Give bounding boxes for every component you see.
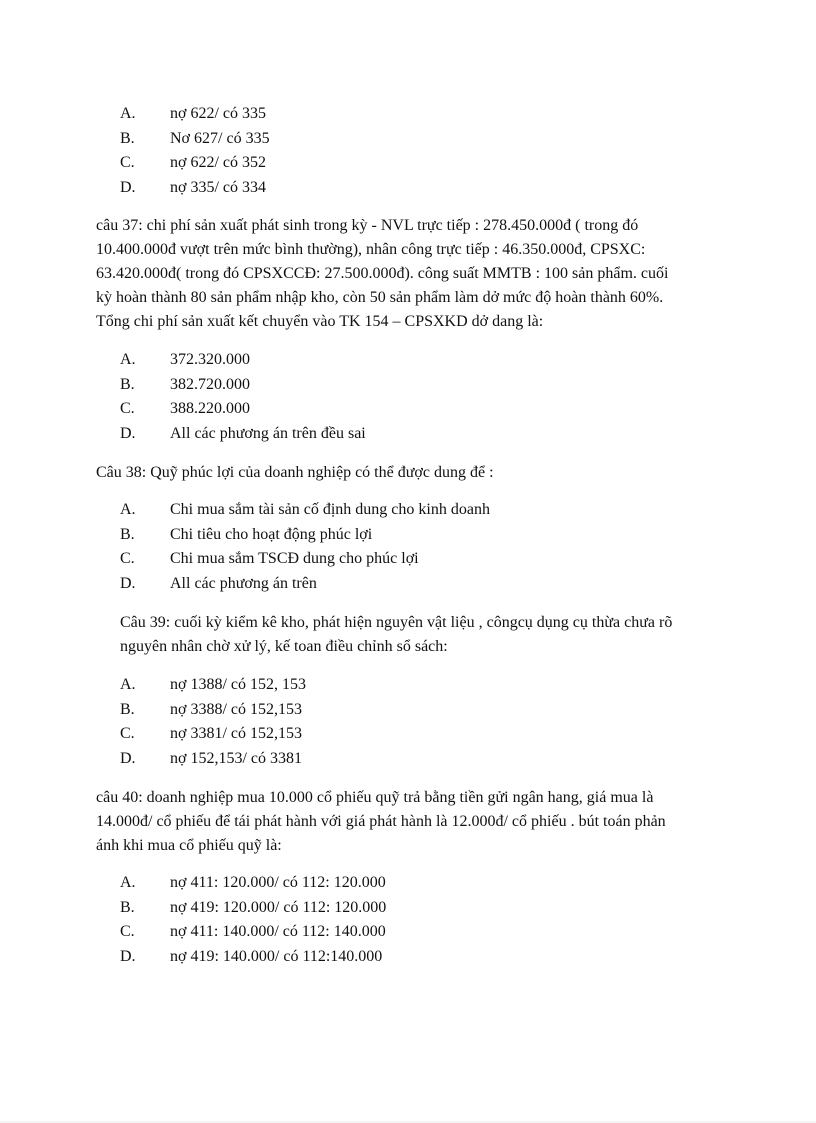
question-line: Câu 39: cuối kỳ kiểm kê kho, phát hiện nguyên vật liệu , côngcụ dụng cụ thừa chưa rõ <box>120 614 673 631</box>
q39-option-b <box>120 698 720 723</box>
q39-option-d <box>120 747 720 772</box>
q40-option-b <box>120 896 720 921</box>
question-line: Tổng chi phí sản xuất kết chuyển vào TK 154 – CPSXKD dở dang là: <box>96 313 544 330</box>
question-line: 14.000đ/ cổ phiếu để tái phát hành với giá phát hành là 12.000đ/ cổ phiếu . bút toán phản <box>96 813 666 830</box>
q38-option-b <box>120 523 720 548</box>
q40-option-d <box>120 945 720 970</box>
option-text: All các phương án trên đều sai <box>170 424 366 442</box>
option-letter: D. <box>120 947 136 965</box>
option-text: nợ 152,153/ có 3381 <box>170 749 303 767</box>
q38-option-d <box>120 572 720 597</box>
question-line: Câu 38: Quỹ phúc lợi của doanh nghiệp có thể được dung để : <box>96 464 494 481</box>
q37-option-b <box>120 373 720 398</box>
q39-option-c <box>120 722 720 747</box>
question-39 <box>120 611 740 659</box>
option-text: 382.720.000 <box>170 375 250 393</box>
option-letter: A. <box>120 676 136 693</box>
q36-option-c <box>120 151 720 176</box>
q39-option-a <box>120 673 720 698</box>
option-letter: C. <box>120 154 135 171</box>
option-letter: C. <box>120 550 135 567</box>
q40-option-c <box>120 920 720 945</box>
option-letter: B. <box>120 525 135 543</box>
q37-option-a <box>120 348 720 373</box>
option-text: nợ 335/ có 334 <box>170 178 267 196</box>
q38-options <box>120 498 720 596</box>
option-text: nợ 622/ có 335 <box>170 105 267 122</box>
question-line: kỳ hoàn thành 80 sản phẩm nhập kho, còn 50 sản phẩm làm dở mức độ hoàn thành 60%. <box>96 289 664 306</box>
option-letter: D. <box>120 574 136 592</box>
q37-option-c <box>120 397 720 422</box>
option-letter: C. <box>120 923 135 940</box>
option-text: Chi tiêu cho hoạt động phúc lợi <box>170 525 373 543</box>
option-letter: B. <box>120 129 135 147</box>
option-letter: D. <box>120 424 136 442</box>
option-letter: C. <box>120 725 135 742</box>
option-letter: A. <box>120 105 136 122</box>
option-letter: A. <box>120 874 136 891</box>
option-text: 372.320.000 <box>170 351 250 368</box>
question-line: câu 40: doanh nghiệp mua 10.000 cổ phiếu quỹ trả bằng tiền gửi ngân hang, giá mua là <box>96 789 654 806</box>
q36-option-b <box>120 127 720 152</box>
q37-options <box>120 348 720 446</box>
option-letter: A. <box>120 351 136 368</box>
option-letter: C. <box>120 400 135 417</box>
option-letter: B. <box>120 898 135 916</box>
option-text: nợ 411: 120.000/ có 112: 120.000 <box>170 874 386 891</box>
option-text: nợ 1388/ có 152, 153 <box>170 676 307 693</box>
option-letter: D. <box>120 749 136 767</box>
question-37 <box>96 214 736 334</box>
q36-option-d <box>120 176 720 201</box>
q39-options <box>120 673 720 771</box>
option-text: 388.220.000 <box>170 400 250 417</box>
option-text: nợ 3381/ có 152,153 <box>170 725 303 742</box>
option-text: Chi mua sắm tài sản cố định dung cho kinh doanh <box>170 501 490 518</box>
q40-options <box>120 871 720 969</box>
q37-option-d <box>120 422 720 447</box>
q36-option-a <box>120 102 720 127</box>
option-text: nợ 419: 140.000/ có 112:140.000 <box>170 947 383 965</box>
option-letter: A. <box>120 501 136 518</box>
question-line: 10.400.000đ vượt trên mức bình thường), nhân công trực tiếp : 46.350.000đ, CPSXC: <box>96 241 646 258</box>
option-text: nợ 411: 140.000/ có 112: 140.000 <box>170 923 386 940</box>
option-letter: B. <box>120 700 135 718</box>
option-text: All các phương án trên <box>170 574 317 592</box>
q36-options <box>120 102 720 200</box>
question-line: 63.420.000đ( trong đó CPSXCCĐ: 27.500.000đ). công suất MMTB : 100 sản phẩm. cuối <box>96 265 669 282</box>
question-40 <box>96 786 736 858</box>
question-line: ánh khi mua cổ phiếu quỹ là: <box>96 837 282 854</box>
q38-option-c <box>120 547 720 572</box>
option-text: nợ 3388/ có 152,153 <box>170 700 303 718</box>
question-38 <box>96 461 736 485</box>
q40-option-a <box>120 871 720 896</box>
option-text: Chi mua sắm TSCĐ dung cho phúc lợi <box>170 550 419 567</box>
question-line: nguyên nhân chờ xử lý, kế toan điều chỉnh sổ sách: <box>120 638 448 655</box>
option-text: Nơ 627/ có 335 <box>170 129 270 147</box>
option-letter: B. <box>120 375 135 393</box>
q38-option-a <box>120 498 720 523</box>
option-letter: D. <box>120 178 136 196</box>
question-line: câu 37: chi phí sản xuất phát sinh trong kỳ - NVL trực tiếp : 278.450.000đ ( trong đó <box>96 217 639 234</box>
option-text: nợ 622/ có 352 <box>170 154 267 171</box>
option-text: nợ 419: 120.000/ có 112: 120.000 <box>170 898 387 916</box>
